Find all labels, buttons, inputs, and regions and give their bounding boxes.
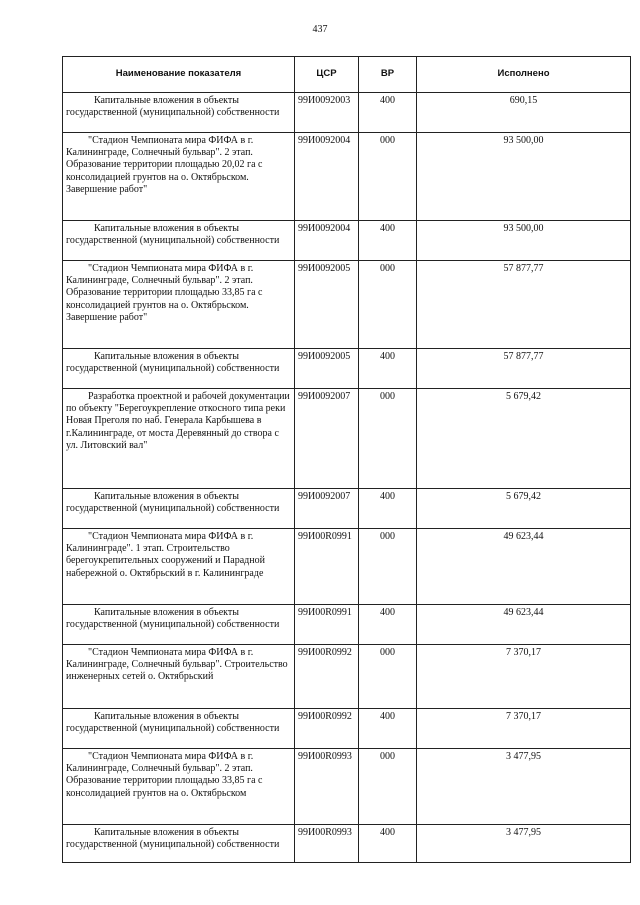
page-number: 437	[312, 24, 328, 35]
cell-indicator-name: Капитальные вложения в объекты государственной (муниципальной) собственности	[63, 825, 295, 863]
cell-csr: 99И0092004	[295, 133, 359, 221]
cell-csr: 99И00R0992	[295, 645, 359, 709]
table-row	[63, 825, 631, 863]
cell-indicator-name: Капитальные вложения в объекты государственной (муниципальной) собственности	[63, 605, 295, 645]
cell-indicator-name: Капитальные вложения в объекты государственной (муниципальной) собственности	[63, 489, 295, 529]
cell-indicator-name: Разработка проектной и рабочей документации по объекту "Берегоукрепление откосного типа реки Новая Преголя по наб. Генерала Карбышева в г.Калининграде, от моста Деревянный до створа с ул. Литовский вал"	[63, 389, 295, 489]
cell-csr: 99И0092004	[295, 221, 359, 261]
cell-csr: 99И00R0991	[295, 605, 359, 645]
cell-vr: 400	[359, 825, 417, 863]
cell-vr: 400	[359, 93, 417, 133]
table-row	[63, 261, 631, 349]
cell-csr: 99И0092007	[295, 389, 359, 489]
header-csr: ЦСР	[295, 57, 359, 93]
cell-csr: 99И00R0993	[295, 825, 359, 863]
cell-executed: 93 500,00	[417, 133, 631, 221]
cell-vr: 400	[359, 489, 417, 529]
cell-vr: 000	[359, 529, 417, 605]
cell-indicator-name: Капитальные вложения в объекты государственной (муниципальной) собственности	[63, 349, 295, 389]
cell-executed: 5 679,42	[417, 489, 631, 529]
table-row	[63, 133, 631, 221]
cell-vr: 400	[359, 221, 417, 261]
table-row	[63, 605, 631, 645]
cell-vr: 000	[359, 645, 417, 709]
cell-indicator-name: "Стадион Чемпионата мира ФИФА в г. Калининграде, Солнечный бульвар". 2 этап. Образование территории площадью 20,02 га с консолидацией грунтов на о. Октябрьском. Завершение работ"	[63, 133, 295, 221]
cell-executed: 57 877,77	[417, 349, 631, 389]
cell-indicator-name: "Стадион Чемпионата мира ФИФА в г. Калининграде, Солнечный бульвар". Строительство инженерных сетей о. Октябрьский	[63, 645, 295, 709]
header-indicator-name: Наименование показателя	[63, 57, 295, 93]
cell-csr: 99И0092005	[295, 349, 359, 389]
table-header-row	[63, 57, 631, 93]
cell-csr: 99И00R0992	[295, 709, 359, 749]
table-row	[63, 93, 631, 133]
cell-indicator-name: "Стадион Чемпионата мира ФИФА в г. Калининграде". 1 этап. Строительство берегоукрепительных сооружений и Парадной набережной о. Октябрьский в г. Калининграде	[63, 529, 295, 605]
cell-csr: 99И00R0993	[295, 749, 359, 825]
cell-executed: 3 477,95	[417, 749, 631, 825]
cell-csr: 99И00R0991	[295, 529, 359, 605]
cell-csr: 99И0092005	[295, 261, 359, 349]
header-executed: Исполнено	[417, 57, 631, 93]
cell-vr: 400	[359, 709, 417, 749]
cell-executed: 5 679,42	[417, 389, 631, 489]
cell-executed: 93 500,00	[417, 221, 631, 261]
cell-executed: 49 623,44	[417, 605, 631, 645]
cell-executed: 49 623,44	[417, 529, 631, 605]
table-row	[63, 489, 631, 529]
cell-indicator-name: "Стадион Чемпионата мира ФИФА в г. Калининграде, Солнечный бульвар". 2 этап. Образование территории площадью 33,85 га с консолидацией грунтов на о. Октябрьском	[63, 749, 295, 825]
table-row	[63, 749, 631, 825]
cell-executed: 3 477,95	[417, 825, 631, 863]
table-row	[63, 349, 631, 389]
cell-vr: 400	[359, 605, 417, 645]
cell-csr: 99И0092007	[295, 489, 359, 529]
cell-executed: 690,15	[417, 93, 631, 133]
cell-indicator-name: Капитальные вложения в объекты государственной (муниципальной) собственности	[63, 221, 295, 261]
cell-vr: 000	[359, 749, 417, 825]
cell-executed: 7 370,17	[417, 709, 631, 749]
cell-vr: 000	[359, 133, 417, 221]
table-row	[63, 389, 631, 489]
cell-executed: 57 877,77	[417, 261, 631, 349]
cell-vr: 000	[359, 389, 417, 489]
table-row	[63, 645, 631, 709]
cell-indicator-name: Капитальные вложения в объекты государственной (муниципальной) собственности	[63, 709, 295, 749]
budget-execution-table	[62, 56, 631, 863]
table-row	[63, 709, 631, 749]
cell-indicator-name: Капитальные вложения в объекты государственной (муниципальной) собственности	[63, 93, 295, 133]
table-row	[63, 529, 631, 605]
cell-indicator-name: "Стадион Чемпионата мира ФИФА в г. Калининграде, Солнечный бульвар". 2 этап. Образование территории площадью 33,85 га с консолидацией грунтов на о. Октябрьском. Завершение работ"	[63, 261, 295, 349]
table-row	[63, 221, 631, 261]
cell-csr: 99И0092003	[295, 93, 359, 133]
header-vr: ВР	[359, 57, 417, 93]
cell-vr: 400	[359, 349, 417, 389]
cell-vr: 000	[359, 261, 417, 349]
cell-executed: 7 370,17	[417, 645, 631, 709]
